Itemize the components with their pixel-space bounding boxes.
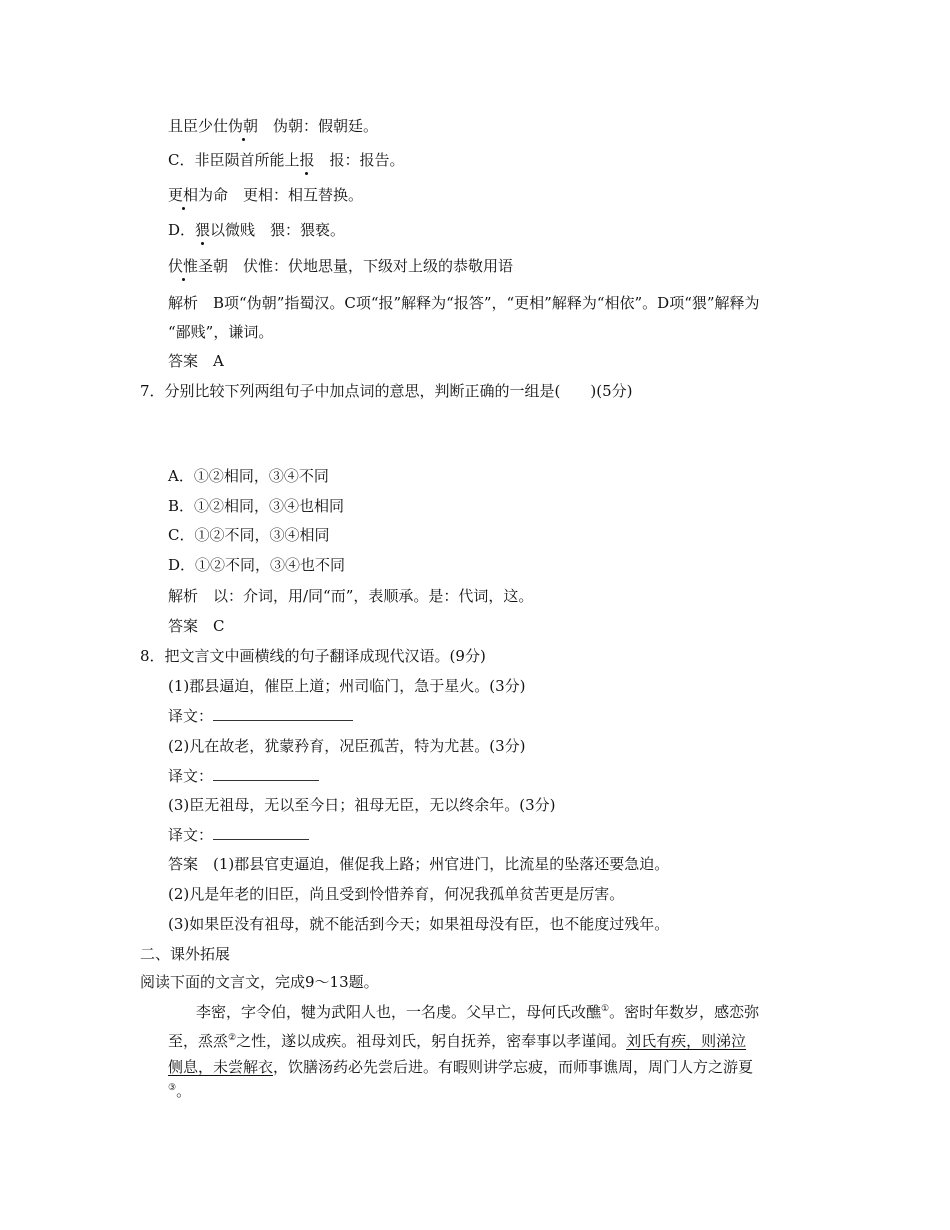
option-d-line-2: 伏惟圣朝 伏惟：伏地思量，下级对上级的恭敬用语	[168, 257, 514, 275]
passage-line-1: 李密，字令伯，犍为武阳人也，一名虔。父早亡，母何氏改醮①。密时年数岁，感恋弥	[196, 1003, 760, 1021]
q8-sentence-1: (1)郡县逼迫，催臣上道；州司临门，急于星火。(3分)	[168, 677, 526, 695]
answer-blank[interactable]	[213, 706, 353, 721]
underlined-sentence: 侧息，未尝解衣	[168, 1058, 274, 1076]
passage-line-3: 侧息，未尝解衣，饮膳汤药必先尝后进。有暇则讲学忘疲，而师事谯周，周门人方之游夏	[168, 1058, 754, 1076]
q6-explanation-1: 解析 B项“伪朝”指蜀汉。C项“报”解释为“报答”，“更相”解释为“相依”。D项“猥”解释为	[168, 294, 760, 312]
section-heading: 二、课外拓展	[140, 945, 231, 963]
option-c-line-1: C．非臣陨首所能上报 报：报告。	[168, 151, 405, 169]
q7-option-d: D．①②不同，③④也不同	[168, 556, 346, 574]
footnote-marker: ②	[228, 1033, 237, 1043]
q8-answer-3: (3)如果臣没有祖母，就不能活到今天；如果祖母没有臣，也不能度过残年。	[168, 915, 670, 933]
footnote-marker: ③	[168, 1083, 177, 1093]
dotted-word: 猥	[195, 221, 211, 239]
q7-option-c: C．①②不同，③④相同	[168, 526, 330, 544]
q8-sentence-3: (3)臣无祖母，无以至今日；祖母无臣，无以终余年。(3分)	[168, 796, 556, 814]
q7-option-b: B．①②相同，③④也相同	[168, 497, 345, 515]
q8-translation-2: 译文：	[168, 766, 319, 786]
q6-answer: 答案 A	[168, 352, 224, 370]
footnote-marker: ①	[601, 1004, 610, 1014]
q7-answer: 答案 C	[168, 617, 225, 635]
q7-option-a: A．①②相同，③④不同	[168, 467, 329, 485]
q8-answer-2: (2)凡是年老的旧臣，尚且受到怜惜养育，何况我孤单贫苦更是厉害。	[168, 885, 625, 903]
option-c-line-2: 更相为命 更相：相互替换。	[168, 186, 364, 204]
q7-explanation: 解析 以：介词，用/同“而”，表顺承。是：代词，这。	[168, 587, 534, 605]
option-b-line-2: 且臣少仕伪朝 伪朝：假朝廷。	[168, 117, 379, 135]
q6-explanation-2: “鄙贱”，谦词。	[168, 323, 274, 341]
passage-line-2: 至，烝烝②之性，遂以成疾。祖母刘氏，躬自抚养，密奉事以孝谨闻。刘氏有疾，则涕泣	[168, 1032, 747, 1050]
section-instruction: 阅读下面的文言文，完成9～13题。	[140, 973, 379, 991]
q8-translation-1: 译文：	[168, 706, 353, 726]
underlined-sentence: 刘氏有疾，则涕泣	[626, 1032, 747, 1050]
q8-translation-3: 译文：	[168, 825, 309, 845]
q8-stem: 8．把文言文中画横线的句子翻译成现代汉语。(9分)	[140, 647, 486, 665]
q8-answer-1: 答案 (1)郡县官吏逼迫，催促我上路；州官进门，比流星的坠落还要急迫。	[168, 855, 670, 873]
answer-blank[interactable]	[213, 766, 319, 781]
dotted-word: 报	[299, 151, 315, 169]
q7-stem: 7．分别比较下列两组句子中加点词的意思，判断正确的一组是( )(5分)	[140, 382, 633, 400]
dotted-word: 伏惟	[168, 257, 199, 275]
q8-sentence-2: (2)凡在故老，犹蒙矜育，况臣孤苦，特为尤甚。(3分)	[168, 737, 526, 755]
answer-blank[interactable]	[213, 825, 309, 840]
dotted-word: 更相	[168, 186, 199, 204]
dotted-word: 伪朝	[228, 117, 259, 135]
option-d-line-1: D．猥以微贱 猥：猥亵。	[168, 221, 346, 239]
passage-line-4: ③。	[168, 1082, 192, 1100]
